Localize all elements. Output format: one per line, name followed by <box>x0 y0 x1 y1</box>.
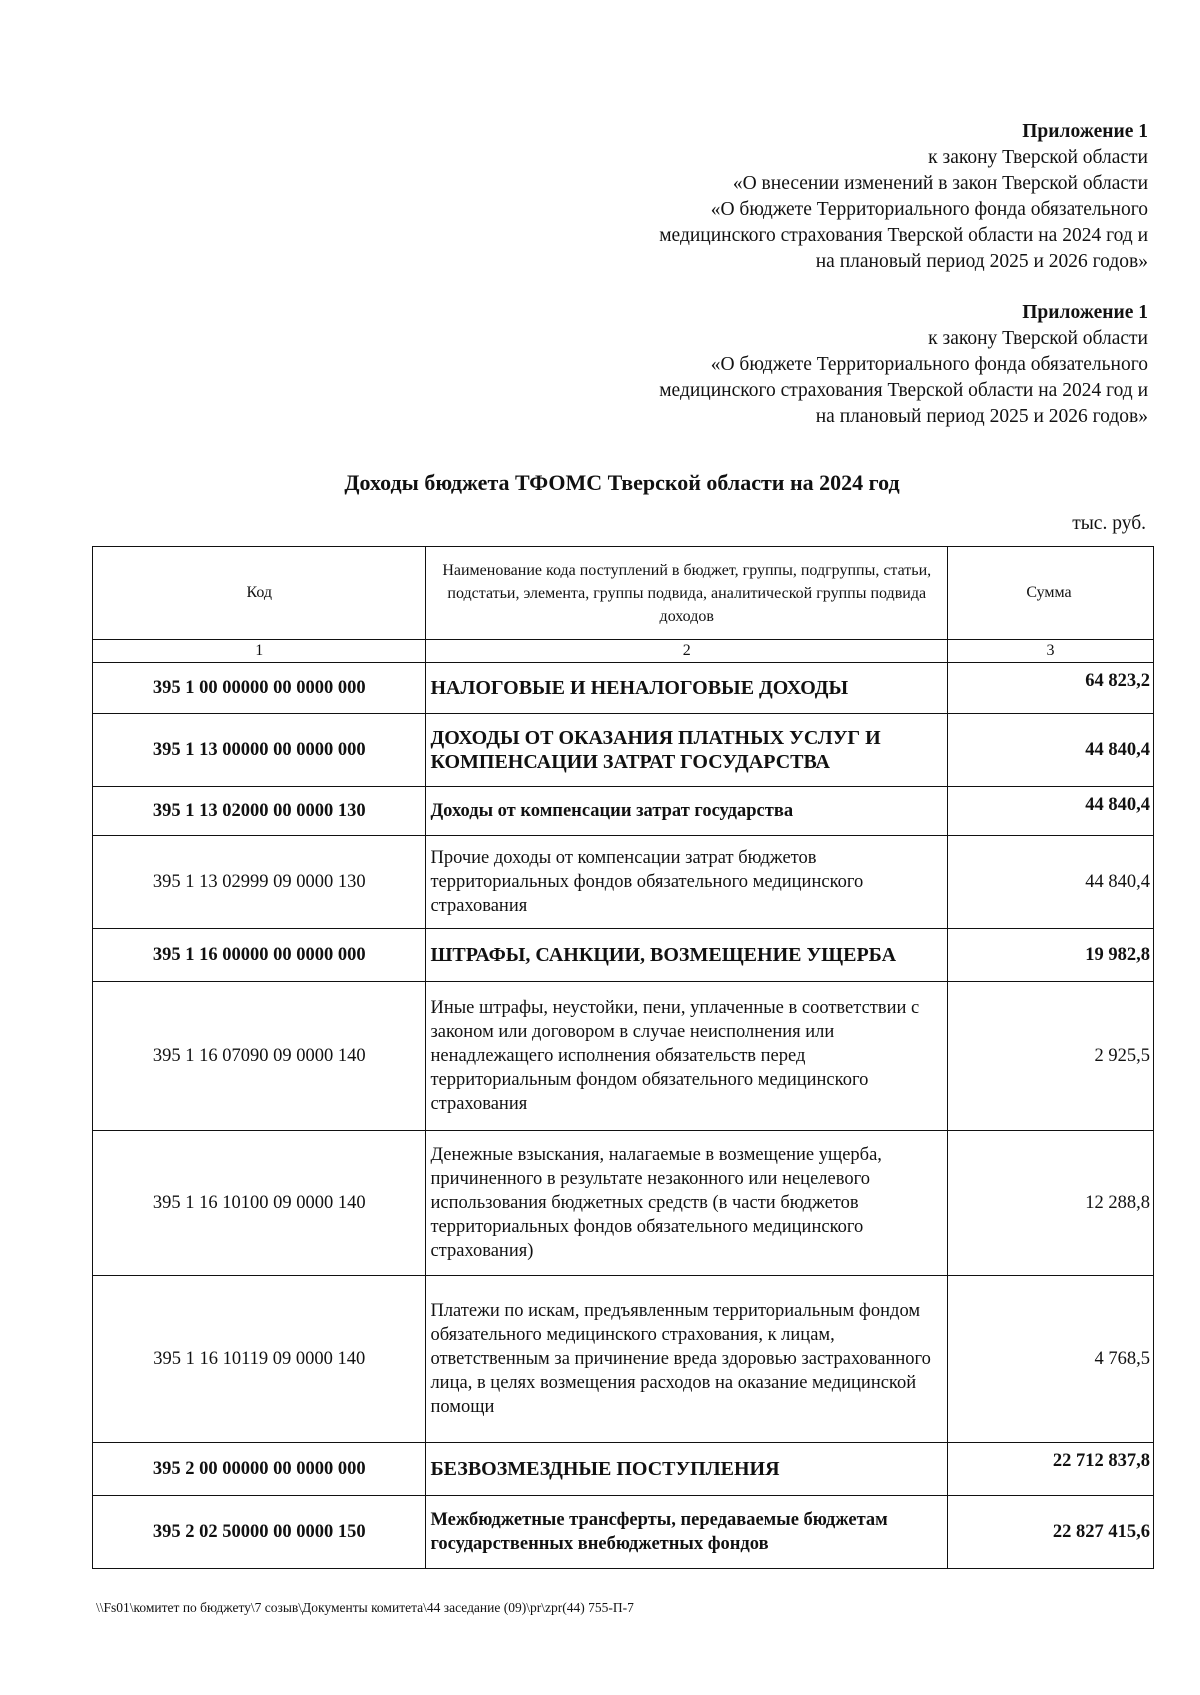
table-header-row <box>93 547 1154 640</box>
row-code: 395 2 00 00000 00 0000 000 <box>93 1443 426 1496</box>
table-row <box>93 1276 1154 1443</box>
document-title: Доходы бюджета ТФОМС Тверской области на 2024 год <box>344 470 900 495</box>
appendix-line: «О бюджете Территориального фонда обязательного <box>710 354 1148 375</box>
row-code: 395 1 13 02999 09 0000 130 <box>93 836 426 929</box>
row-name: Платежи по искам, предъявленным территориальным фондом обязательного медицинского страхования, к лицам, ответственным за причинение вреда здоровью застрахованного лица, в целях возмещения расходов на оказание медицинской помощи <box>426 1276 948 1443</box>
header-sum: Сумма <box>948 547 1154 640</box>
row-sum: 44 840,4 <box>948 787 1154 836</box>
appendix-line: на плановый период 2025 и 2026 годов» <box>815 251 1148 272</box>
row-name: НАЛОГОВЫЕ И НЕНАЛОГОВЫЕ ДОХОДЫ <box>426 663 948 714</box>
appendix-line: «О внесении изменений в закон Тверской области <box>732 173 1148 194</box>
row-sum: 19 982,8 <box>948 929 1154 982</box>
row-sum: 2 925,5 <box>948 982 1154 1131</box>
column-number: 3 <box>948 640 1154 663</box>
row-sum: 22 712 837,8 <box>948 1443 1154 1496</box>
appendix-header-current <box>659 119 1148 275</box>
column-number: 1 <box>93 640 426 663</box>
table-row <box>93 663 1154 714</box>
appendix-heading: Приложение 1 <box>1022 302 1148 323</box>
row-name: ШТРАФЫ, САНКЦИИ, ВОЗМЕЩЕНИЕ УЩЕРБА <box>426 929 948 982</box>
column-number-row <box>93 640 1154 663</box>
file-path-footer: \\Fs01\комитет по бюджету\7 созыв\Документы комитета\44 заседание (09)\pr\zpr(44) 755-П-7 <box>96 1600 634 1615</box>
table-row <box>93 982 1154 1131</box>
table-row <box>93 929 1154 982</box>
row-sum: 12 288,8 <box>948 1131 1154 1276</box>
table-row <box>93 787 1154 836</box>
row-name: Прочие доходы от компенсации затрат бюджетов территориальных фондов обязательного медицинского страхования <box>426 836 948 929</box>
row-name: Доходы от компенсации затрат государства <box>426 787 948 836</box>
header-code: Код <box>93 547 426 640</box>
appendix-header-original <box>659 300 1148 430</box>
row-sum: 4 768,5 <box>948 1276 1154 1443</box>
row-code: 395 1 13 00000 00 0000 000 <box>93 714 426 787</box>
row-name: Денежные взыскания, налагаемые в возмещение ущерба, причиненного в результате незаконного или нецелевого использования бюджетных средств (в части бюджетов территориальных фондов обязательного медицинского страхования) <box>426 1131 948 1276</box>
table-row <box>93 1131 1154 1276</box>
appendix-line: медицинского страхования Тверской области на 2024 год и <box>659 225 1148 246</box>
units-label: тыс. руб. <box>1072 513 1146 534</box>
row-code: 395 1 16 07090 09 0000 140 <box>93 982 426 1131</box>
row-code: 395 1 13 02000 00 0000 130 <box>93 787 426 836</box>
appendix-line: «О бюджете Территориального фонда обязательного <box>710 199 1148 220</box>
income-table <box>92 546 1154 1569</box>
appendix-line: к закону Тверской области <box>928 147 1148 168</box>
row-code: 395 1 16 10119 09 0000 140 <box>93 1276 426 1443</box>
row-code: 395 1 16 10100 09 0000 140 <box>93 1131 426 1276</box>
appendix-line: медицинского страхования Тверской области на 2024 год и <box>659 380 1148 401</box>
row-sum: 44 840,4 <box>948 836 1154 929</box>
table-row <box>93 714 1154 787</box>
row-sum: 44 840,4 <box>948 714 1154 787</box>
column-number: 2 <box>426 640 948 663</box>
appendix-heading: Приложение 1 <box>1022 121 1148 142</box>
row-name: БЕЗВОЗМЕЗДНЫЕ ПОСТУПЛЕНИЯ <box>426 1443 948 1496</box>
table-row <box>93 1443 1154 1496</box>
table-row <box>93 836 1154 929</box>
row-code: 395 1 00 00000 00 0000 000 <box>93 663 426 714</box>
row-name: Иные штрафы, неустойки, пени, уплаченные в соответствии с законом или договором в случае неисполнения или ненадлежащего исполнения обязательств перед территориальным фондом обязательного медицинского страхования <box>426 982 948 1131</box>
row-code: 395 2 02 50000 00 0000 150 <box>93 1496 426 1569</box>
table-row <box>93 1496 1154 1569</box>
appendix-line: к закону Тверской области <box>928 328 1148 349</box>
row-sum: 22 827 415,6 <box>948 1496 1154 1569</box>
appendix-line: на плановый период 2025 и 2026 годов» <box>815 406 1148 427</box>
row-name: Межбюджетные трансферты, передаваемые бюджетам государственных внебюджетных фондов <box>426 1496 948 1569</box>
row-sum: 64 823,2 <box>948 663 1154 714</box>
row-name: ДОХОДЫ ОТ ОКАЗАНИЯ ПЛАТНЫХ УСЛУГ И КОМПЕНСАЦИИ ЗАТРАТ ГОСУДАРСТВА <box>426 714 948 787</box>
row-code: 395 1 16 00000 00 0000 000 <box>93 929 426 982</box>
header-name: Наименование кода поступлений в бюджет, группы, подгруппы, статьи, подстатьи, элемента, группы подвида, аналитической группы подвида доходов <box>426 547 948 640</box>
